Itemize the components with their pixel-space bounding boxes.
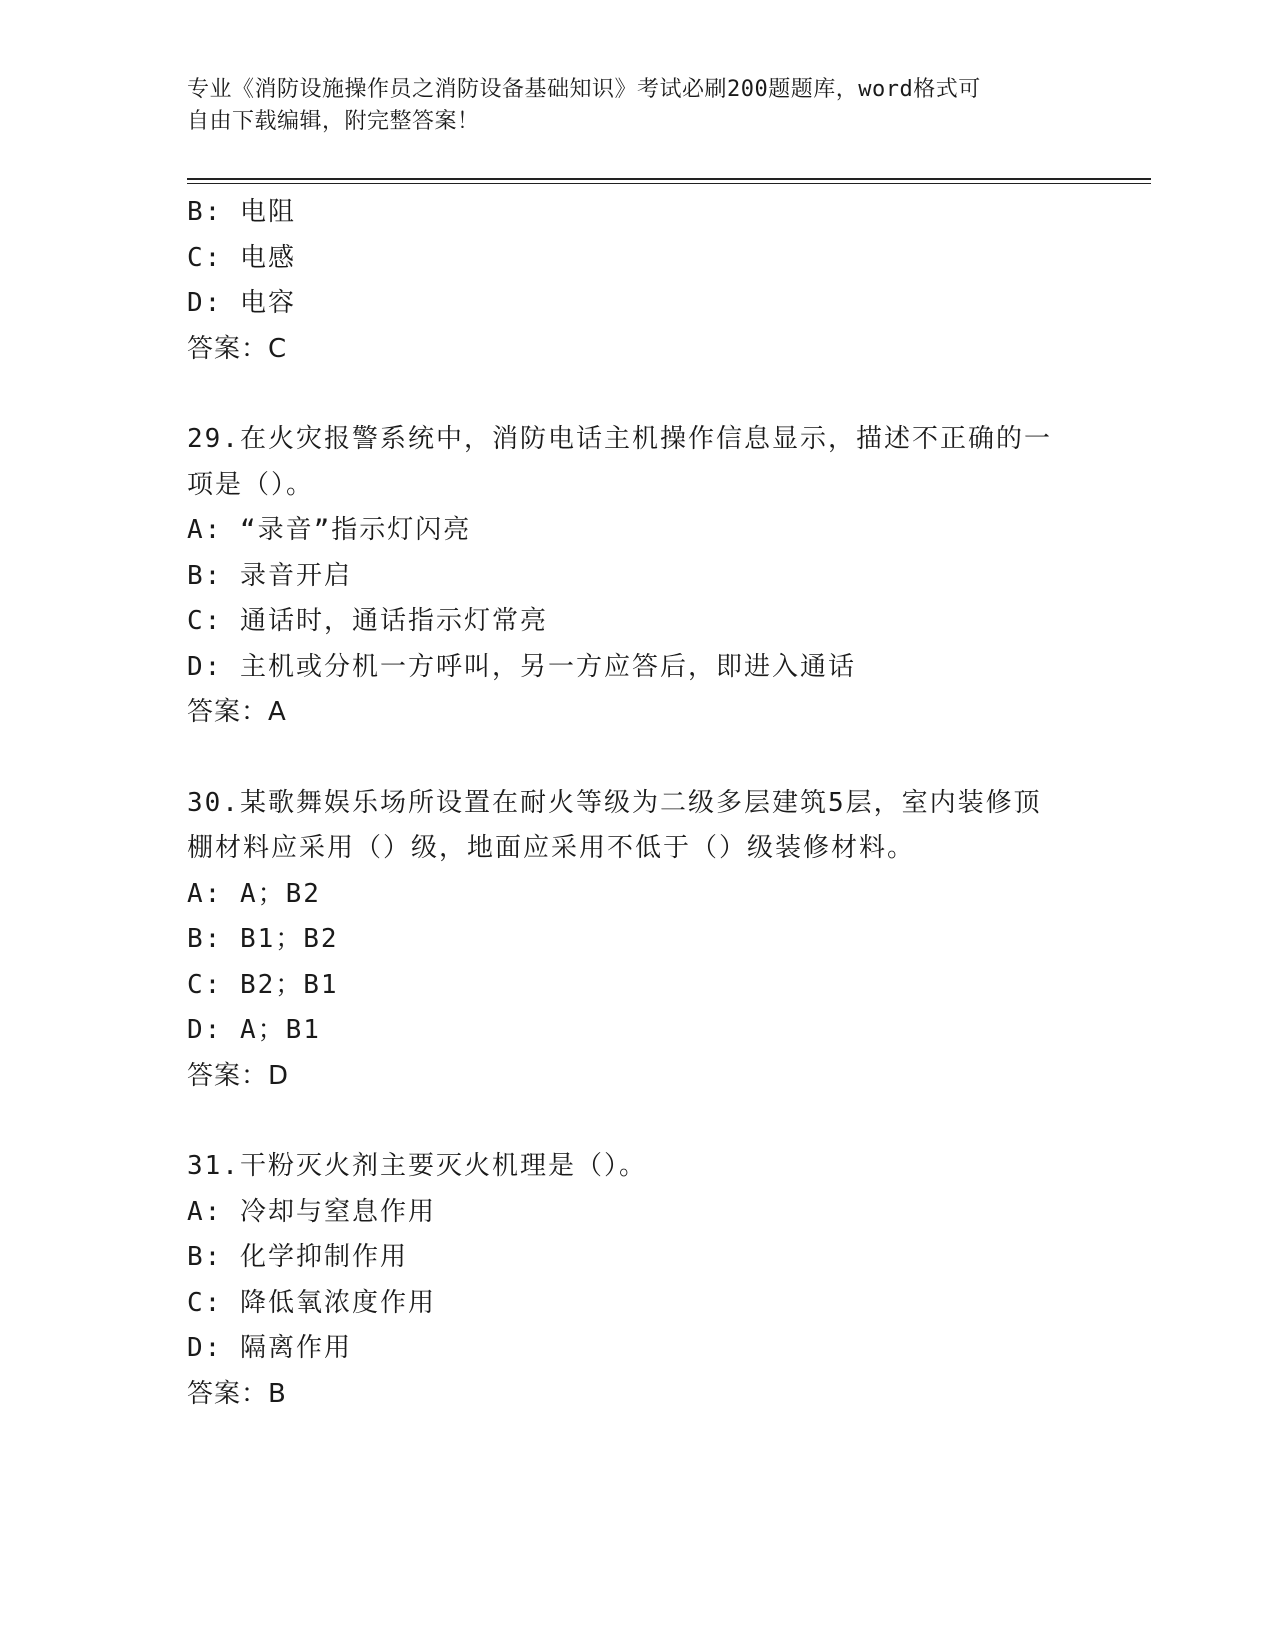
question-text: 29.在火灾报警系统中，消防电话主机操作信息显示，描述不正确的一 <box>187 424 1052 454</box>
carryover-question <box>187 190 1087 372</box>
answer: 答案：D <box>187 1060 290 1091</box>
answer: 答案：B <box>187 1378 287 1409</box>
header-line-2: 自由下载编辑，附完整答案！ <box>187 109 480 134</box>
question-text: 30.某歌舞娱乐场所设置在耐火等级为二级多层建筑5层，室内装修顶 <box>187 787 1042 818</box>
option-b: B: 化学抑制作用 <box>187 1242 408 1272</box>
question-30 <box>187 781 1087 1100</box>
option-c: C: B2；B1 <box>187 969 339 1000</box>
question-31 <box>187 1144 1087 1417</box>
option-c: C: 电感 <box>187 242 296 273</box>
option-d: D: 电容 <box>187 288 296 318</box>
document-body <box>187 190 1087 1417</box>
option-a: A: A；B2 <box>187 878 321 909</box>
option-a: A: “录音”指示灯闪亮 <box>187 515 472 545</box>
option-b: B: B1；B2 <box>187 924 339 954</box>
question-text: 31.干粉灭火剂主要灭火机理是（）。 <box>187 1151 647 1181</box>
option-d: D: 主机或分机一方呼叫，另一方应答后，即进入通话 <box>187 651 856 682</box>
option-c: C: 降低氧浓度作用 <box>187 1287 436 1318</box>
header-rule-thin <box>187 183 1151 184</box>
header-line-1: 专业《消防设施操作员之消防设备基础知识》考试必刷200题题库，word格式可 <box>187 77 981 102</box>
option-a: A: 冷却与窒息作用 <box>187 1196 436 1227</box>
option-b: B: 录音开启 <box>187 560 352 591</box>
answer: 答案：A <box>187 697 287 727</box>
document-header <box>187 74 1067 138</box>
option-d: D: 隔离作用 <box>187 1333 352 1363</box>
question-text-cont: 项是（）。 <box>187 469 315 500</box>
answer: 答案：C <box>187 333 288 364</box>
header-rule <box>187 178 1151 180</box>
option-c: C: 通话时，通话指示灯常亮 <box>187 606 548 636</box>
option-b: B: 电阻 <box>187 197 296 227</box>
question-text-cont: 棚材料应采用（）级，地面应采用不低于（）级装修材料。 <box>187 833 916 863</box>
option-d: D: A；B1 <box>187 1015 321 1045</box>
question-29 <box>187 417 1087 736</box>
